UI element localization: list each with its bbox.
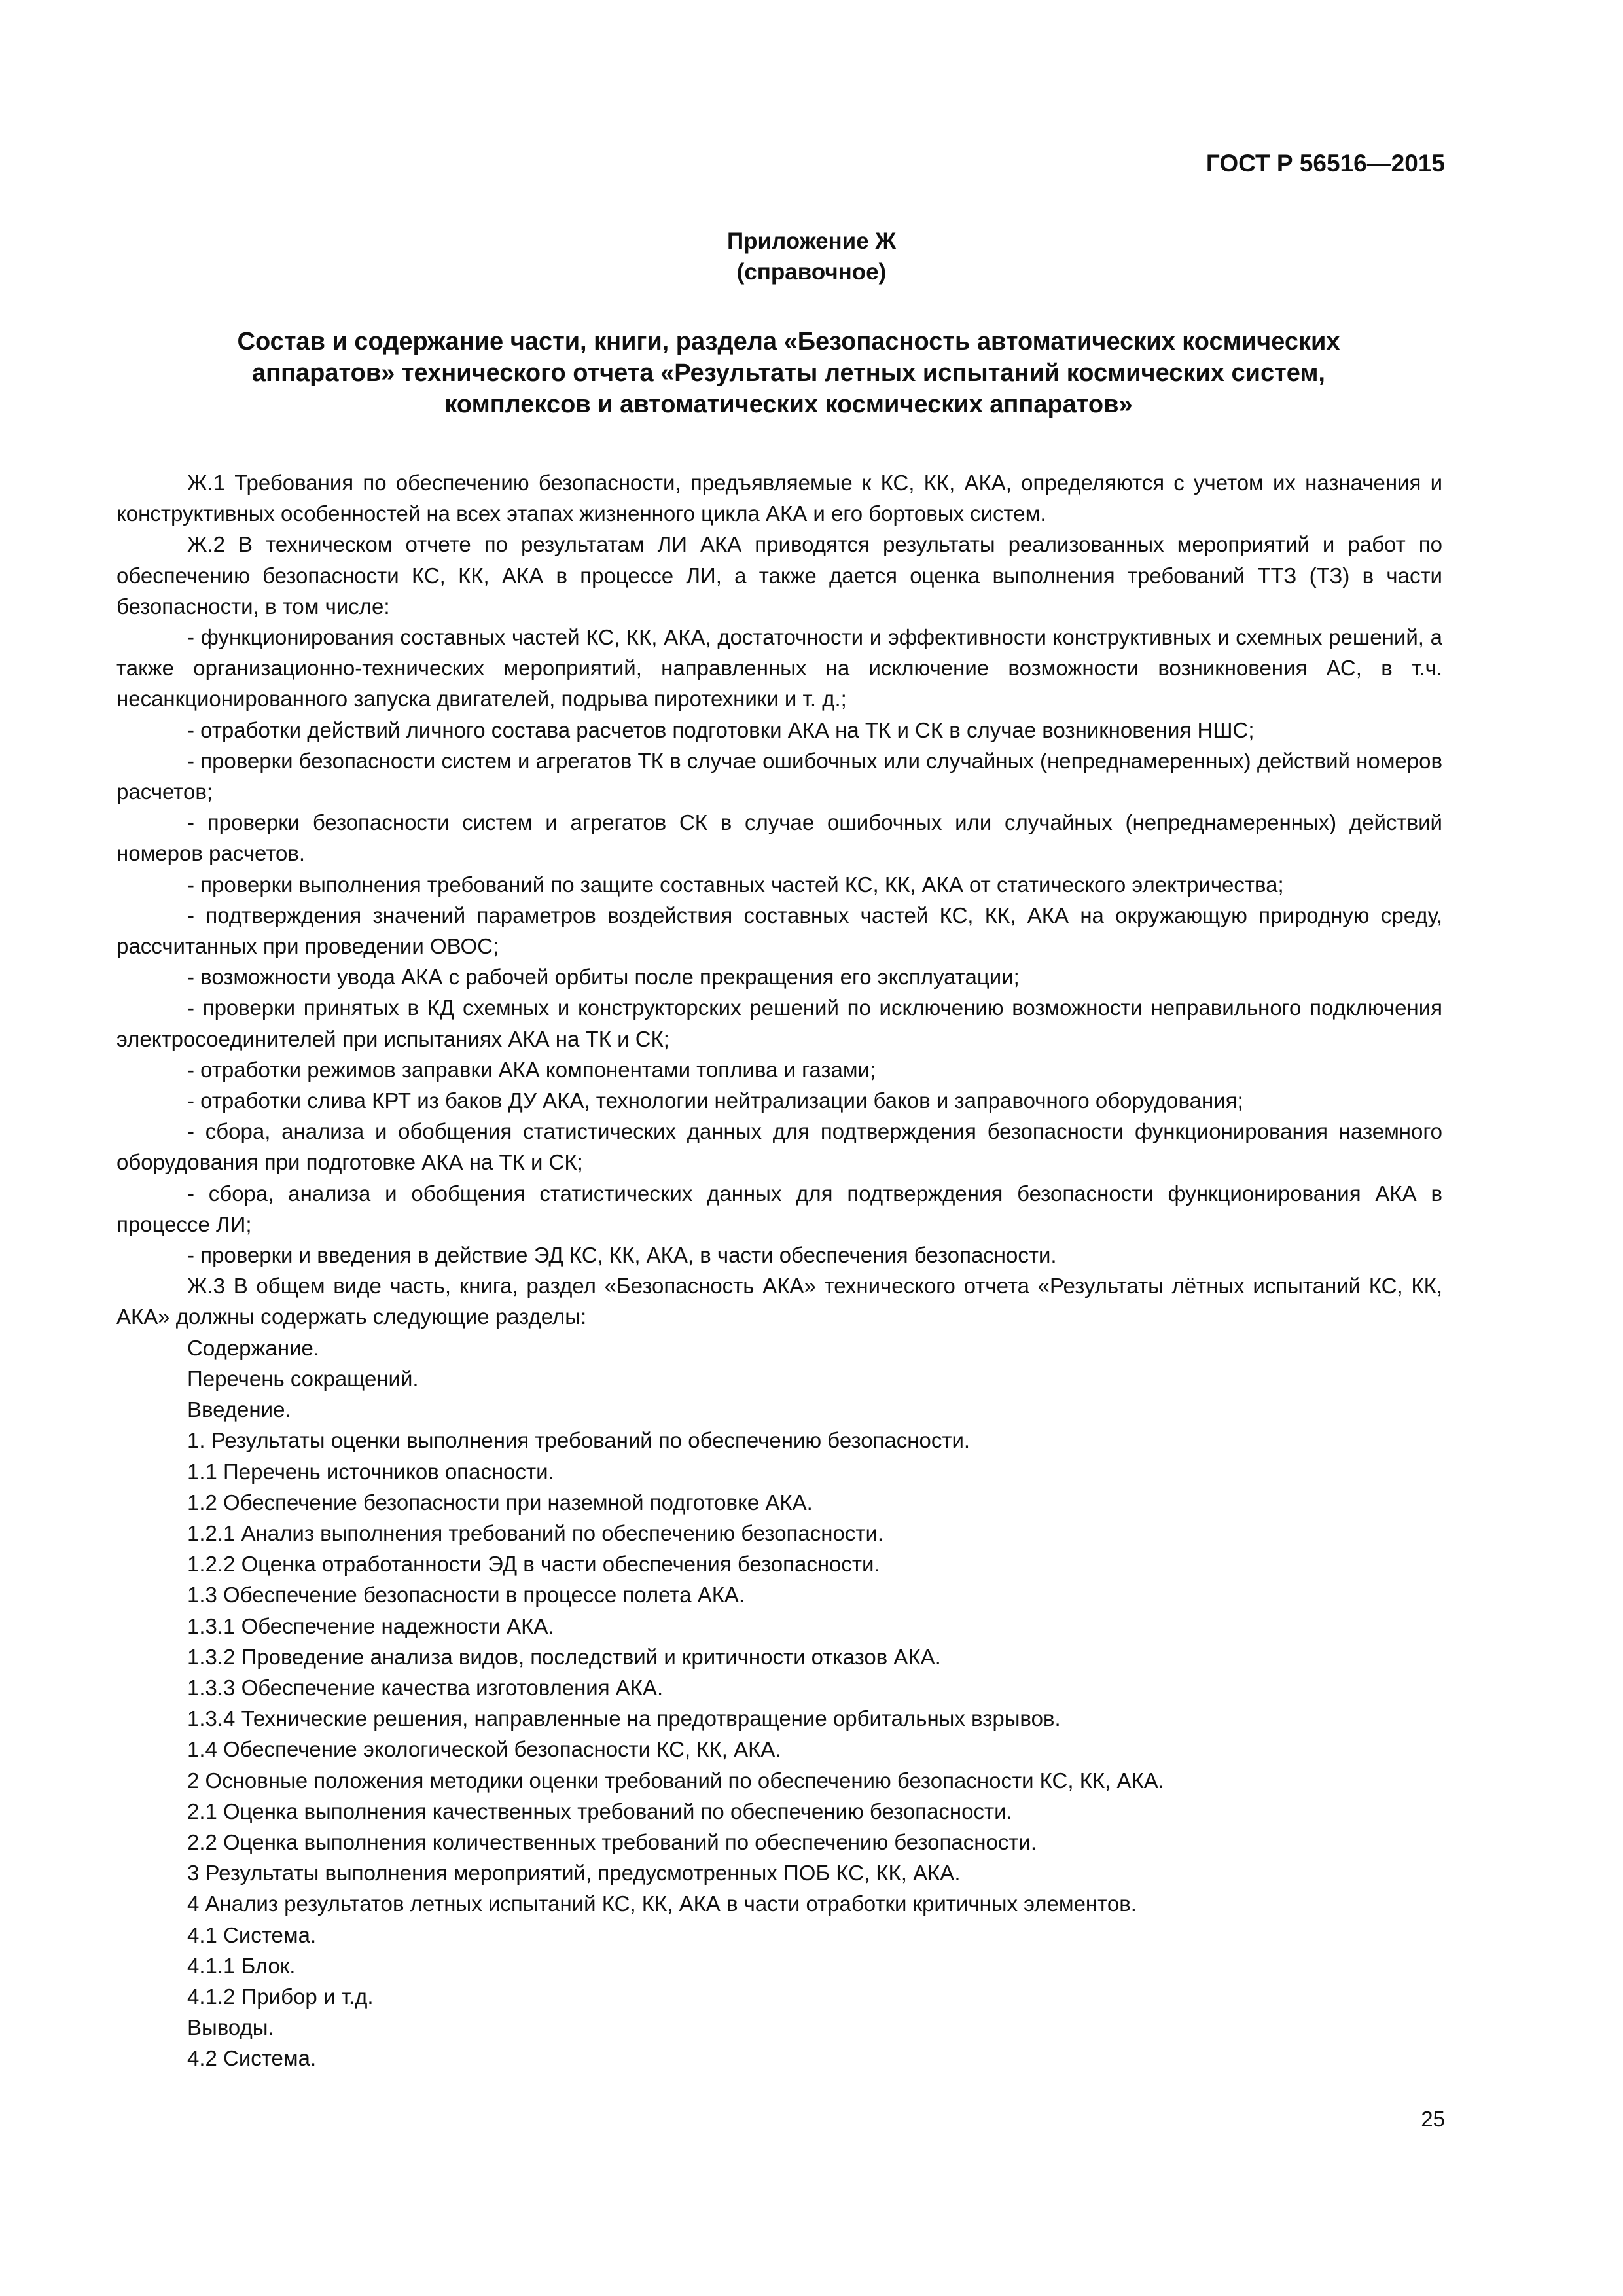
paragraph-zh3: Ж.3 В общем виде часть, книга, раздел «Безопасность АКА» технического отчета «Результаты лётных испытаний КС, КК, АКА» должны содержать следующие разделы: — [116, 1274, 1442, 1329]
toc-item: 1.1 Перечень источников опасности. — [187, 1459, 554, 1484]
toc-item: 4.1 Система. — [187, 1922, 317, 1947]
paragraph-zh2: Ж.2 В техническом отчете по результатам ЛИ АКА приводятся результаты реализованных мероприятий и работ по обеспечению безопасности КС, КК, АКА в процессе ЛИ, а также дается оценка выполнения требований ТТЗ (ТЗ) в части безопасности, в том числе: — [116, 532, 1442, 619]
list-item: - проверки выполнения требований по защите составных частей КС, КК, АКА от статического электричества; — [187, 872, 1284, 897]
toc-item: 1.4 Обеспечение экологической безопасности КС, КК, АКА. — [187, 1737, 781, 1762]
annex-title — [177, 326, 1400, 420]
toc-item: 1.2.1 Анализ выполнения требований по обеспечению безопасности. — [187, 1520, 884, 1545]
toc-item: 1.2 Обеспечение безопасности при наземной подготовке АКА. — [187, 1490, 813, 1515]
toc-item: Содержание. — [187, 1335, 320, 1360]
annex-title-line: комплексов и автоматических космических аппаратов» — [444, 391, 1133, 418]
list-item: - подтверждения значений параметров воздействия составных частей КС, КК, АКА на окружающую природную среду, рассчитанных при проведении ОВОС; — [116, 903, 1442, 959]
annex-heading — [0, 226, 1623, 287]
toc-item: 4.2 Система. — [187, 2046, 317, 2071]
toc-item: 4 Анализ результатов летных испытаний КС, КК, АКА в части отработки критичных элементов. — [187, 1892, 1137, 1916]
toc-item: 4.1.2 Прибор и т.д. — [187, 1984, 374, 2009]
list-item: - отработки слива КРТ из баков ДУ АКА, технологии нейтрализации баков и заправочного оборудования; — [187, 1088, 1243, 1113]
toc-item: Введение. — [187, 1397, 291, 1422]
toc-item: Выводы. — [187, 2015, 274, 2040]
list-item: - отработки действий личного состава расчетов подготовки АКА на ТК и СК в случае возникновения НШС; — [187, 717, 1255, 742]
toc-item: 1.3.4 Технические решения, направленные на предотвращение орбитальных взрывов. — [187, 1706, 1061, 1731]
toc-item: 2 Основные положения методики оценки требований по обеспечению безопасности КС, КК, АКА. — [187, 1768, 1164, 1793]
toc-item: 3 Результаты выполнения мероприятий, предусмотренных ПОБ КС, КК, АКА. — [187, 1861, 961, 1886]
annex-title-line: Состав и содержание части, книги, раздела «Безопасность автоматических космических — [237, 328, 1340, 355]
toc-item: 1.3.3 Обеспечение качества изготовления АКА. — [187, 1675, 664, 1700]
toc-item: 4.1.1 Блок. — [187, 1953, 296, 1978]
paragraph-zh1: Ж.1 Требования по обеспечению безопасности, предъявляемые к КС, КК, АКА, определяются с учетом их назначения и конструктивных особенностей на всех этапах жизненного цикла АКА и его бортовых систем. — [116, 471, 1442, 526]
annex-kind: (справочное) — [736, 259, 887, 285]
list-item: - проверки безопасности систем и агрегатов СК в случае ошибочных или случайных (непреднамеренных) действий номеров расчетов. — [116, 810, 1442, 866]
toc-item: 2.2 Оценка выполнения количественных требований по обеспечению безопасности. — [187, 1829, 1037, 1854]
toc-item: 1.2.2 Оценка отработанности ЭД в части обеспечения безопасности. — [187, 1552, 880, 1577]
toc-item: Перечень сокращений. — [187, 1366, 419, 1391]
toc-item: 1.3.1 Обеспечение надежности АКА. — [187, 1613, 554, 1638]
document-code: ГОСТ Р 56516—2015 — [1205, 150, 1445, 177]
list-item: - сбора, анализа и обобщения статистических данных для подтверждения безопасности функционирования АКА в процессе ЛИ; — [116, 1181, 1442, 1236]
list-item: - функционирования составных частей КС, КК, АКА, достаточности и эффективности конструктивных и схемных решений, а также организационно-технических мероприятий, направленных на исключение возможности возникновения АС, в т.ч. несанкционированного запуска двигателей, подрыва пиротехники и т. д.; — [116, 625, 1442, 711]
annex-label: Приложение Ж — [726, 228, 897, 254]
list-item: - проверки безопасности систем и агрегатов ТК в случае ошибочных или случайных (непреднамеренных) действий номеров расчетов; — [116, 748, 1442, 804]
list-item: - возможности увода АКА с рабочей орбиты после прекращения его эксплуатации; — [187, 965, 1020, 990]
toc-item: 1.3 Обеспечение безопасности в процессе полета АКА. — [187, 1583, 745, 1607]
toc-item: 1. Результаты оценки выполнения требований по обеспечению безопасности. — [187, 1428, 971, 1453]
toc-item: 2.1 Оценка выполнения качественных требований по обеспечению безопасности. — [187, 1799, 1012, 1823]
list-item: - отработки режимов заправки АКА компонентами топлива и газами; — [187, 1057, 876, 1082]
list-item: - проверки принятых в КД схемных и конструкторских решений по исключению возможности неправильного подключения электросоединителей при испытаниях АКА на ТК и СК; — [116, 996, 1442, 1051]
toc-item: 1.3.2 Проведение анализа видов, последствий и критичности отказов АКА. — [187, 1644, 941, 1669]
list-item: - проверки и введения в действие ЭД КС, КК, АКА, в части обеспечения безопасности. — [187, 1243, 1057, 1268]
document-body — [116, 467, 1442, 2074]
annex-title-line: аппаратов» технического отчета «Результаты летных испытаний космических систем, — [252, 359, 1325, 387]
list-item: - сбора, анализа и обобщения статистических данных для подтверждения безопасности функционирования наземного оборудования при подготовке АКА на ТК и СК; — [116, 1119, 1442, 1175]
page-number: 25 — [1421, 2107, 1445, 2131]
